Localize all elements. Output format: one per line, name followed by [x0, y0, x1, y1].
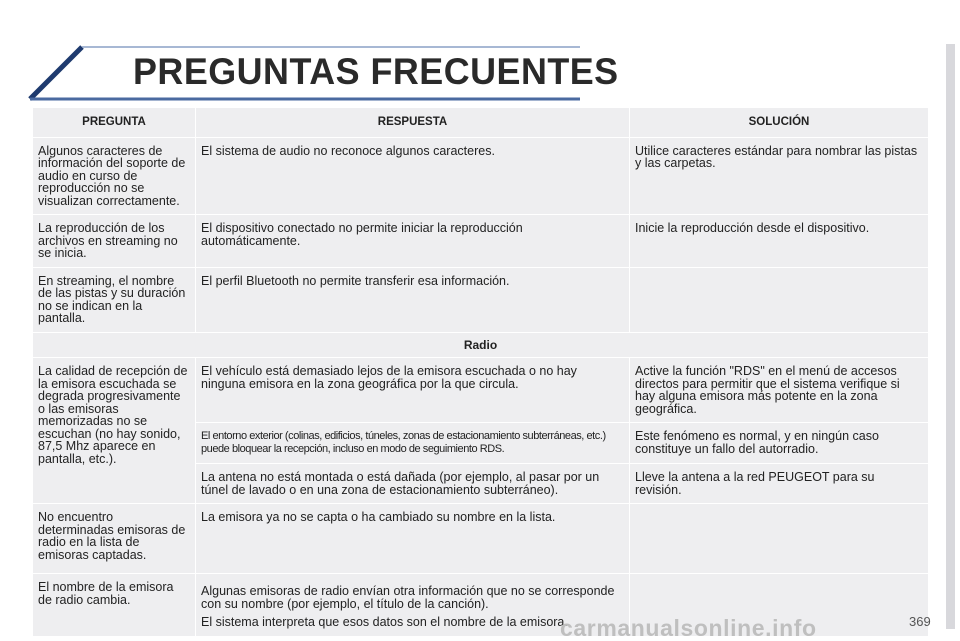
answer-cell: La antena no está montada o está dañada (por ejemplo, al pasar por un túnel de lavado o en una zona de estacionamiento subterráneo). — [196, 464, 630, 504]
header-band — [0, 0, 960, 108]
watermark: carmanualsonline.info — [560, 615, 817, 641]
answer-text-2: El sistema interpreta que esos datos son el nombre de la emisora. — [201, 615, 568, 629]
answer-cell: La emisora ya no se capta o ha cambiado su nombre en la lista. — [196, 504, 630, 574]
question-cell: Algunos caracteres de información del soporte de audio en curso de reproducción no se visualizan correctamente. — [33, 137, 196, 215]
solution-cell: Utilice caracteres estándar para nombrar las pistas y las carpetas. — [630, 137, 929, 215]
solution-cell: Inicie la reproducción desde el dispositivo. — [630, 215, 929, 268]
answer-cell: El vehículo está demasiado lejos de la emisora escuchada o no hay ninguna emisora en la zona geográfica por la que circula. — [196, 358, 630, 423]
header-answer: RESPUESTA — [196, 108, 630, 138]
page-title: PREGUNTAS FRECUENTES — [133, 51, 619, 92]
solution-cell: Este fenómeno es normal, y en ningún caso constituye un fallo del autorradio. — [630, 423, 929, 464]
table-row — [33, 137, 929, 215]
question-cell: En streaming, el nombre de las pistas y su duración no se indican en la pantalla. — [33, 267, 196, 332]
answer-cell: El sistema de audio no reconoce algunos caracteres. — [196, 137, 630, 215]
header-solution: SOLUCIÓN — [630, 108, 929, 138]
question-cell: La reproducción de los archivos en streaming no se inicia. — [33, 215, 196, 268]
table-row — [33, 215, 929, 268]
table-row — [33, 504, 929, 574]
question-cell: No encuentro determinadas emisoras de radio en la lista de emisoras captadas. — [33, 504, 196, 574]
header-accent-diagonal — [30, 47, 82, 99]
table-row — [33, 358, 929, 423]
faq-table-container — [32, 107, 928, 637]
solution-cell: Lleve la antena a la red PEUGEOT para su revisión. — [630, 464, 929, 504]
question-cell: La calidad de recepción de la emisora escuchada se degrada progresivamente o las emisoras memorizadas no se escuchan (no hay sonido, 87,5 Mhz aparece en pantalla, etc.). — [33, 358, 196, 504]
answer-text-1: Algunas emisoras de radio envían otra información que no se corresponde con su nombre (por ejemplo, el título de la canción). — [201, 584, 615, 611]
answer-cell: El perfil Bluetooth no permite transferir esa información. — [196, 267, 630, 332]
table-header-row — [33, 108, 929, 138]
page-number: 369 — [909, 614, 931, 629]
header-question: PREGUNTA — [33, 108, 196, 138]
answer-cell: El dispositivo conectado no permite iniciar la reproducción automáticamente. — [196, 215, 630, 268]
sidebar-strip — [946, 44, 955, 629]
solution-cell: Active la función "RDS" en el menú de accesos directos para permitir que el sistema verifique si hay alguna emisora más potente en la zona geográfica. — [630, 358, 929, 423]
section-row-radio — [33, 332, 929, 358]
solution-cell — [630, 504, 929, 574]
table-row — [33, 267, 929, 332]
answer-cell — [196, 423, 630, 464]
solution-cell — [630, 267, 929, 332]
answer-text-condensed: El entorno exterior (colinas, edificios, túneles, zonas de estacionamiento subterráneas, etc.) puede bloquear la recepción, incluso en modo de seguimiento RDS. — [201, 430, 606, 455]
question-cell: El nombre de la emisora de radio cambia. — [33, 574, 196, 637]
section-label: Radio — [33, 332, 929, 358]
faq-table — [32, 107, 929, 637]
